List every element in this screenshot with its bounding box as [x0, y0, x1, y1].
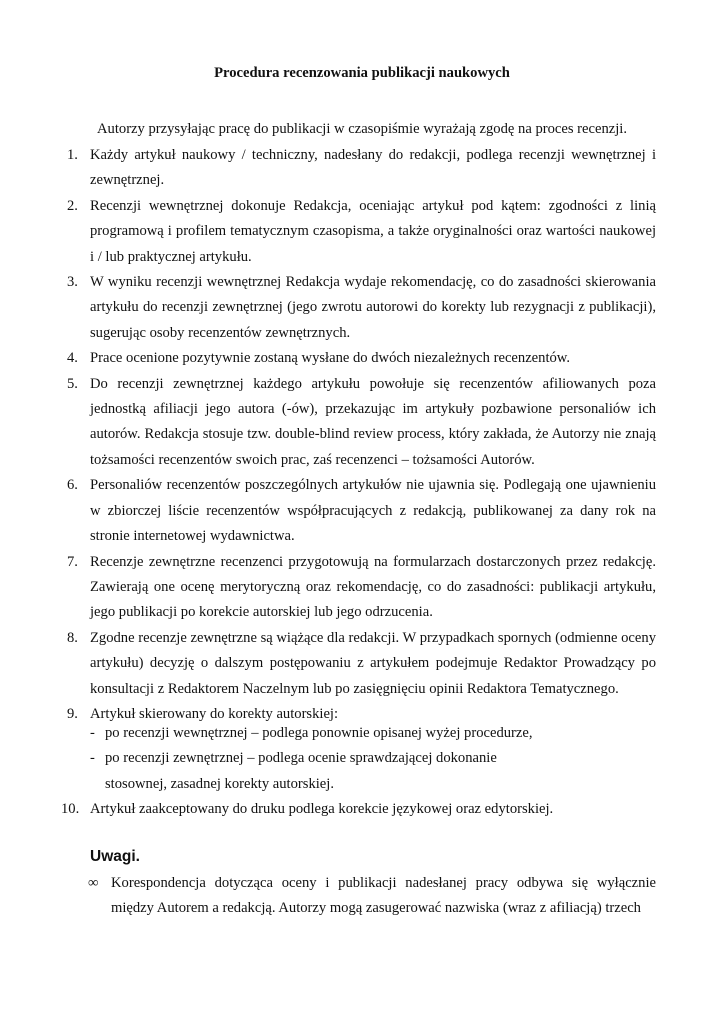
item-text: Artykuł zaakceptowany do druku podlega korekcie językowej oraz edytorskiej.: [90, 801, 554, 817]
item-number: 6.: [67, 477, 78, 494]
item-number: 3.: [67, 274, 78, 291]
sub-item-text: po recenzji wewnętrznej – podlega ponownie opisanej wyżej procedurze,: [105, 725, 533, 741]
dash-marker: -: [90, 725, 95, 741]
list-item: [61, 797, 656, 822]
list-item: [67, 194, 656, 270]
list-item: [67, 270, 656, 346]
sub-list-item: [90, 746, 545, 797]
list-item: [67, 372, 656, 474]
list-item: [67, 143, 656, 194]
item-number: 10.: [61, 801, 80, 817]
item-number: 9.: [67, 705, 78, 722]
sub-list: [90, 721, 656, 797]
list-item: [67, 550, 656, 626]
note-item: [88, 871, 656, 922]
item-number: 7.: [67, 553, 78, 570]
item-text: Artykuł skierowany do korekty autorskiej:: [90, 705, 339, 722]
intro-paragraph: Autorzy przysyłając pracę do publikacji w czasopiśmie wyrażają zgodę na proces recenzji.: [97, 121, 627, 137]
note-text: Korespondencja dotycząca oceny i publikacji nadesłanej pracy odbywa się wyłącznie między Autorem a redakcją. Autorzy mogą zasugerować nazwiska (wraz z afiliacją) trzech: [111, 875, 656, 917]
item-text: Personaliów recenzentów poszczególnych artykułów nie ujawnia się. Podlegają one ujawnieniu w zbiorczej liście recenzentów współpracujących z redakcją, publikowanej za dany rok na stronie internetowej wydawnictwa.: [90, 477, 656, 545]
list-item: [67, 473, 656, 549]
item-text: W wyniku recenzji wewnętrznej Redakcja wydaje rekomendację, co do zasadności skierowania artykułu do recenzji zewnętrznej (jego zwrotu autorowi do korekty lub rezygnacji z publikacji), sugerując osoby recenzentów zewnętrznych.: [90, 274, 656, 341]
notes-list: [88, 871, 656, 922]
item-number: 5.: [67, 375, 78, 392]
sub-item-text: po recenzji zewnętrznej – podlega ocenie sprawdzającej dokonanie stosownej, zasadnej korekty autorskiej.: [105, 750, 497, 792]
item-number: 2.: [67, 197, 78, 214]
item-text: Prace ocenione pozytywnie zostaną wysłane do dwóch niezależnych recenzentów.: [90, 350, 571, 367]
list-item: [67, 346, 656, 371]
page-title: Procedura recenzowania publikacji naukowych: [214, 65, 510, 81]
item-text: Każdy artykuł naukowy / techniczny, nadesłany do redakcji, podlega recenzji wewnętrznej i zewnętrznej.: [90, 147, 656, 189]
item-text: Do recenzji zewnętrznej każdego artykułu powołuje się recenzentów afiliowanych poza jednostką afiliacji jego autora (-ów), przekazując im artykuły pozbawione personaliów ich autorów. Redakcja stosuje tzw. double-blind review process, który zakłada, że Autorzy nie znają tożsamości recenzentów swoich prac, zaś recenzenci – tożsamości Autorów.: [90, 375, 656, 468]
dash-marker: -: [90, 750, 95, 767]
item-number: 8.: [67, 629, 78, 646]
notes-heading: Uwagi.: [90, 848, 140, 865]
sub-list-item: [90, 721, 656, 746]
item-text: Recenzje zewnętrzne recenzenci przygotowują na formularzach dostarczonych przez redakcję. Zawierają one ocenę merytoryczną oraz rekomendację, co do zasadności: publikacji artykułu, jego publikacji po korekcie autorskiej lub jego odrzucenia.: [90, 553, 656, 621]
item-text: Zgodne recenzje zewnętrzne są wiążące dla redakcji. W przypadkach spornych (odmienne oceny artykułu) decyzję o dalszym postępowaniu z artykułem podejmuje Redaktor Prowadzący po konsultacji z Redaktorem Naczelnym lub po zasięgnięciu opinii Redaktora Tematycznego.: [90, 629, 656, 697]
infinity-bullet-icon: ∞: [88, 875, 99, 891]
item-text: Recenzji wewnętrznej dokonuje Redakcja, oceniając artykuł pod kątem: zgodności z linią programową i profilem tematycznym czasopisma, a także oryginalności oraz wartości naukowej i / lub praktycznej artykułu.: [90, 197, 656, 265]
procedure-list: [67, 143, 656, 727]
item-number: 4.: [67, 350, 78, 367]
item-number: 1.: [67, 147, 78, 163]
list-item: [67, 626, 656, 702]
